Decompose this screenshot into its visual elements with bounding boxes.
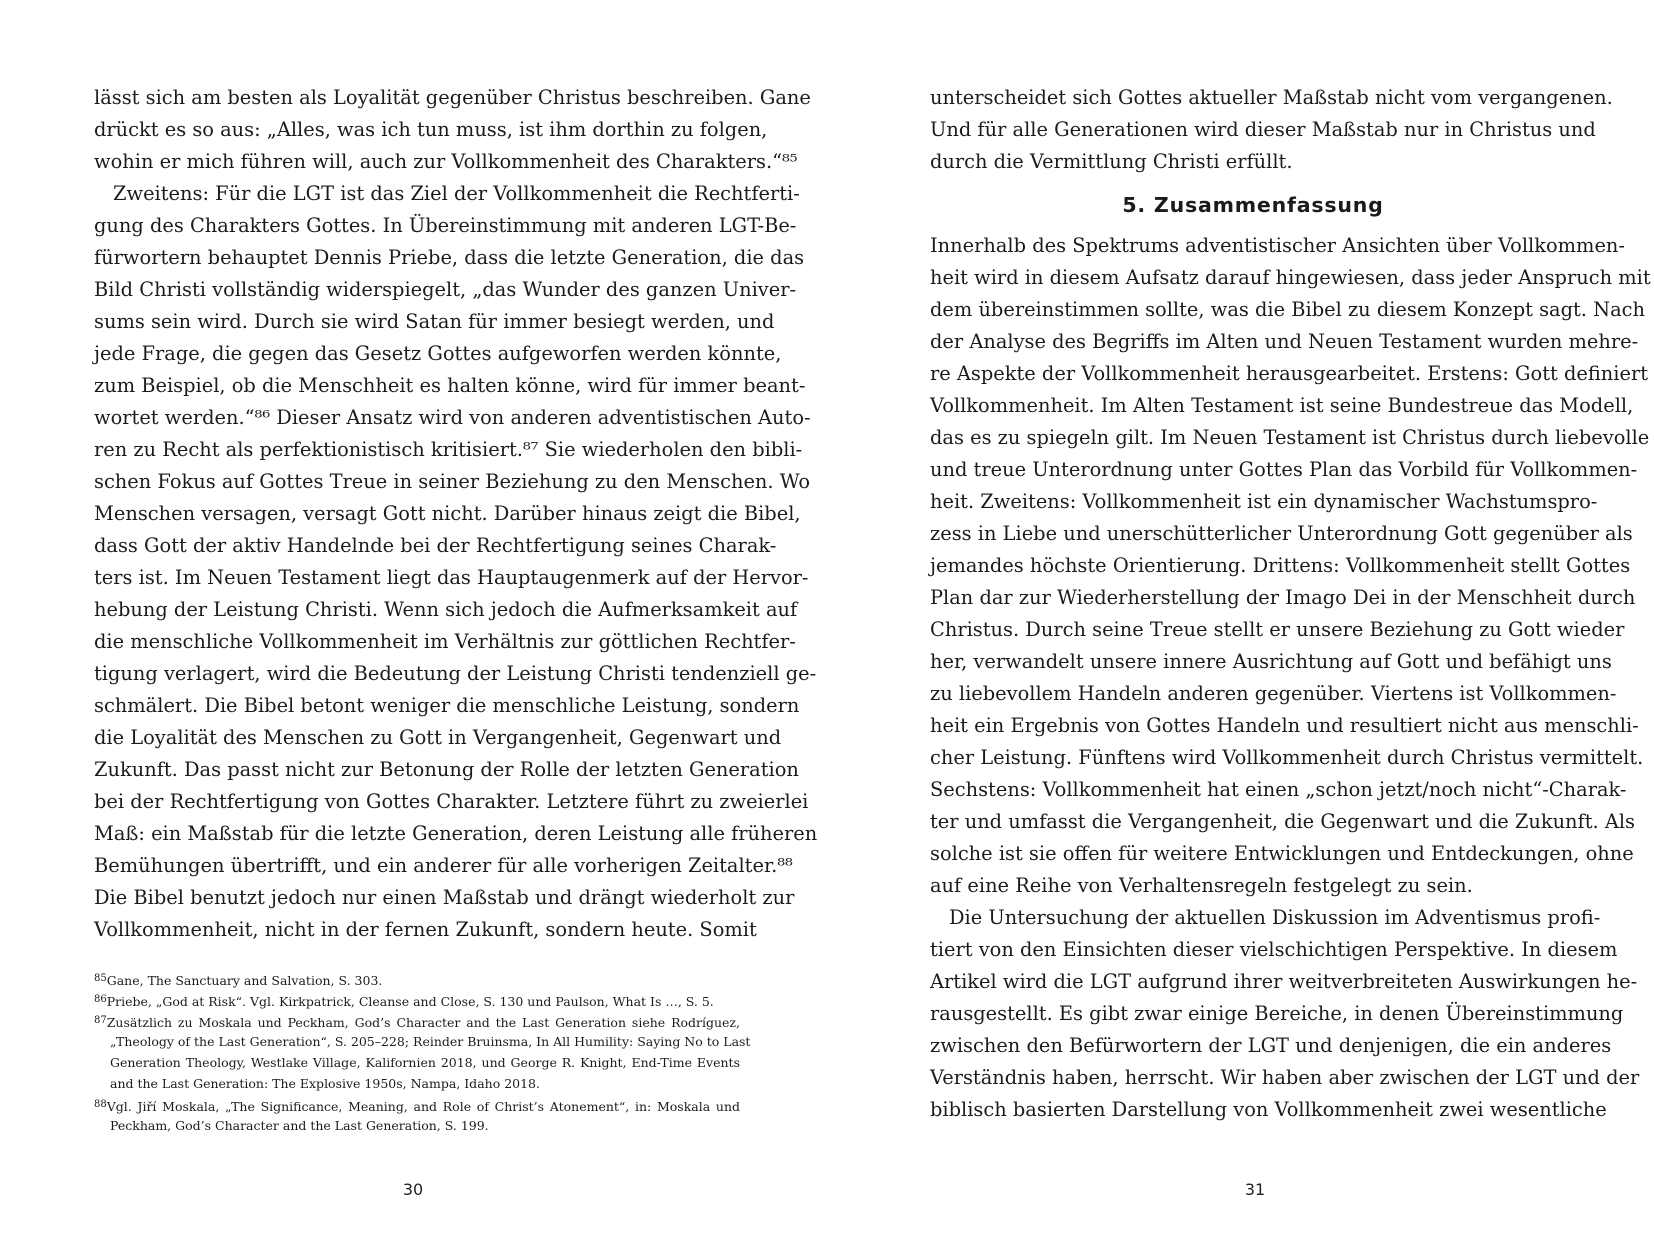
right-page	[827, 0, 1654, 1240]
text-line: gung des Charakters Gottes. In Übereinstimmung mit anderen LGT-Be-	[94, 214, 797, 237]
text-line: tiert von den Einsichten dieser vielschichtigen Perspektive. In diesem	[930, 938, 1618, 961]
text-line: Sechstens: Vollkommenheit hat einen „schon jetzt/noch nicht“-Charak-	[930, 778, 1627, 801]
text-line: Die Bibel benutzt jedoch nur einen Maßstab und drängt wiederholt zur	[94, 886, 795, 909]
footnotes	[94, 968, 751, 1136]
text-line: lässt sich am besten als Loyalität gegenüber Christus beschreiben. Gane	[94, 86, 811, 109]
text-line: das es zu spiegeln gilt. Im Neuen Testament ist Christus durch liebevolle	[930, 426, 1650, 449]
text-line: und treue Unterordnung unter Gottes Plan das Vorbild für Vollkommen-	[930, 458, 1638, 481]
text-line: Verständnis haben, herrscht. Wir haben aber zwischen der LGT und der	[930, 1066, 1640, 1089]
text-line: hebung der Leistung Christi. Wenn sich jedoch die Aufmerksamkeit auf	[94, 598, 798, 621]
text-line: heit wird in diesem Aufsatz darauf hingewiesen, dass jeder Anspruch mit	[930, 266, 1651, 289]
section-heading: 5. Zusammenfassung	[1122, 193, 1384, 217]
text-line: dem übereinstimmen sollte, was die Bibel zu diesem Konzept sagt. Nach	[930, 298, 1645, 321]
text-line: Plan dar zur Wiederherstellung der Imago Dei in der Menschheit durch	[930, 586, 1636, 609]
text-line: sums sein wird. Durch sie wird Satan für immer besiegt werden, und	[94, 310, 775, 333]
text-line: schmälert. Die Bibel betont weniger die menschliche Leistung, sondern	[94, 694, 800, 717]
text-line: jemandes höchste Orientierung. Drittens: Vollkommenheit stellt Gottes	[930, 554, 1631, 577]
text-line: zwischen den Befürwortern der LGT und denjenigen, die ein anderes	[930, 1034, 1612, 1057]
text-line: tigung verlagert, wird die Bedeutung der Leistung Christi tendenziell ge-	[94, 662, 817, 685]
text-line: Menschen versagen, versagt Gott nicht. Darüber hinaus zeigt die Bibel,	[94, 502, 801, 525]
text-line: fürwortern behauptet Dennis Priebe, dass die letzte Generation, die das	[94, 246, 805, 269]
text-line: Und für alle Generationen wird dieser Maßstab nur in Christus und	[930, 118, 1596, 141]
text-line: auf eine Reihe von Verhaltensregeln festgelegt zu sein.	[930, 874, 1473, 897]
text-line: jede Frage, die gegen das Gesetz Gottes aufgeworfen werden könnte,	[94, 342, 782, 365]
text-line: Zukunft. Das passt nicht zur Betonung der Rolle der letzten Generation	[94, 758, 799, 781]
footnote-line: Peckham, God’s Character and the Last Generation, S. 199.	[110, 1118, 489, 1133]
text-line: solche ist sie offen für weitere Entwicklungen und Entdeckungen, ohne	[930, 842, 1634, 865]
footnote-text: Priebe, „God at Risk“. Vgl. Kirkpatrick, Cleanse and Close, S. 130 und Paulson, What Is …, S. 5.	[106, 994, 714, 1009]
footnote-line: and the Last Generation: The Explosive 1950s, Nampa, Idaho 2018.	[110, 1076, 540, 1091]
text-line: zum Beispiel, ob die Menschheit es halten könne, wird für immer beant-	[94, 374, 806, 397]
footnote-number: 85	[94, 973, 107, 984]
right-body-text	[930, 82, 1651, 1126]
text-line: ter und umfasst die Vergangenheit, die Gegenwart und die Zukunft. Als	[930, 810, 1635, 833]
text-line: die Loyalität des Menschen zu Gott in Vergangenheit, Gegenwart und	[94, 726, 782, 749]
footnote-line	[94, 1094, 740, 1115]
text-line: wohin er mich führen will, auch zur Vollkommenheit des Charakters.“⁸⁵	[94, 150, 798, 173]
text-line: Christus. Durch seine Treue stellt er unsere Beziehung zu Gott wieder	[930, 618, 1625, 641]
text-line: rausgestellt. Es gibt zwar einige Bereiche, in denen Übereinstimmung	[930, 1002, 1624, 1025]
text-line: Innerhalb des Spektrums adventistischer Ansichten über Vollkommen-	[930, 234, 1625, 257]
text-line: Vollkommenheit. Im Alten Testament ist seine Bundestreue das Modell,	[930, 394, 1634, 417]
text-line: her, verwandelt unsere innere Ausrichtung auf Gott und befähigt uns	[930, 650, 1612, 673]
text-line: ren zu Recht als perfektionistisch kritisiert.⁸⁷ Sie wiederholen den bibli-	[94, 438, 803, 461]
text-line: wortet werden.“⁸⁶ Dieser Ansatz wird von anderen adventistischen Auto-	[94, 406, 811, 429]
footnote-text: Gane, The Sanctuary and Salvation, S. 303.	[106, 973, 383, 988]
text-line: zu liebevollem Handeln anderen gegenüber. Viertens ist Vollkommen-	[930, 682, 1617, 705]
left-body-text	[94, 82, 818, 946]
text-line: Artikel wird die LGT aufgrund ihrer weitverbreiteten Auswirkungen he-	[930, 970, 1638, 993]
text-line: zess in Liebe und unerschütterlicher Unterordnung Gott gegenüber als	[930, 522, 1633, 545]
text-line: cher Leistung. Fünftens wird Vollkommenheit durch Christus vermittelt.	[930, 746, 1644, 769]
text-line: unterscheidet sich Gottes aktueller Maßstab nicht vom vergangenen.	[930, 86, 1613, 109]
text-line: heit ein Ergebnis von Gottes Handeln und resultiert nicht aus menschli-	[930, 714, 1639, 737]
text-line: Zweitens: Für die LGT ist das Ziel der Vollkommenheit die Rechtferti-	[113, 182, 800, 205]
text-line: schen Fokus auf Gottes Treue in seiner Beziehung zu den Menschen. Wo	[94, 470, 811, 493]
footnote-line	[94, 989, 740, 1010]
footnote-number: 86	[94, 994, 107, 1005]
footnote-number: 88	[94, 1099, 107, 1110]
text-line: heit. Zweitens: Vollkommenheit ist ein dynamischer Wachstumspro-	[930, 490, 1598, 513]
text-line: biblisch basierten Darstellung von Vollkommenheit zwei wesentliche	[930, 1098, 1607, 1121]
text-line: Maß: ein Maßstab für die letzte Generation, deren Leistung alle früheren	[94, 822, 818, 845]
text-line: der Analyse des Begriffs im Alten und Neuen Testament wurden mehre-	[930, 330, 1639, 353]
text-line: ters ist. Im Neuen Testament liegt das Hauptaugenmerk auf der Hervor-	[94, 566, 809, 589]
footnote-number: 87	[94, 1015, 107, 1026]
text-line: die menschliche Vollkommenheit im Verhältnis zur göttlichen Rechtfer-	[94, 630, 796, 653]
text-line: Bild Christi vollständig widerspiegelt, „das Wunder des ganzen Univer-	[94, 278, 797, 301]
text-line: bei der Rechtfertigung von Gottes Charakter. Letztere führt zu zweierlei	[94, 790, 809, 813]
footnote-line: „Theology of the Last Generation“, S. 205–228; Reinder Bruinsma, In All Humility: Saying No to Last	[110, 1034, 751, 1049]
footnote-text: Zusätzlich zu Moskala und Peckham, God’s Character and the Last Generation siehe Rodríguez,	[106, 1015, 740, 1030]
text-line: dass Gott der aktiv Handelnde bei der Rechtfertigung seines Charak-	[94, 534, 777, 557]
footnote-line	[94, 968, 740, 989]
footnote-line	[94, 1010, 740, 1031]
footnote-text: Vgl. Jiří Moskala, „The Significance, Meaning, and Role of Christ’s Atonement“, in: Moskala und	[106, 1099, 740, 1114]
text-line: Vollkommenheit, nicht in der fernen Zukunft, sondern heute. Somit	[94, 918, 757, 941]
footnote-line: Generation Theology, Westlake Village, Kalifornien 2018, und George R. Knight, End-Time Events	[110, 1055, 740, 1070]
page-number: 31	[1244, 1180, 1266, 1199]
text-line: re Aspekte der Vollkommenheit herausgearbeitet. Erstens: Gott definiert	[930, 362, 1649, 385]
text-line: durch die Vermittlung Christi erfüllt.	[930, 150, 1293, 173]
text-line: Bemühungen übertrifft, und ein anderer für alle vorherigen Zeitalter.⁸⁸	[94, 854, 793, 877]
page-number: 30	[402, 1180, 424, 1199]
text-line: Die Untersuchung der aktuellen Diskussion im Adventismus profi-	[949, 906, 1601, 929]
text-line: drückt es so aus: „Alles, was ich tun muss, ist ihm dorthin zu folgen,	[94, 118, 768, 141]
